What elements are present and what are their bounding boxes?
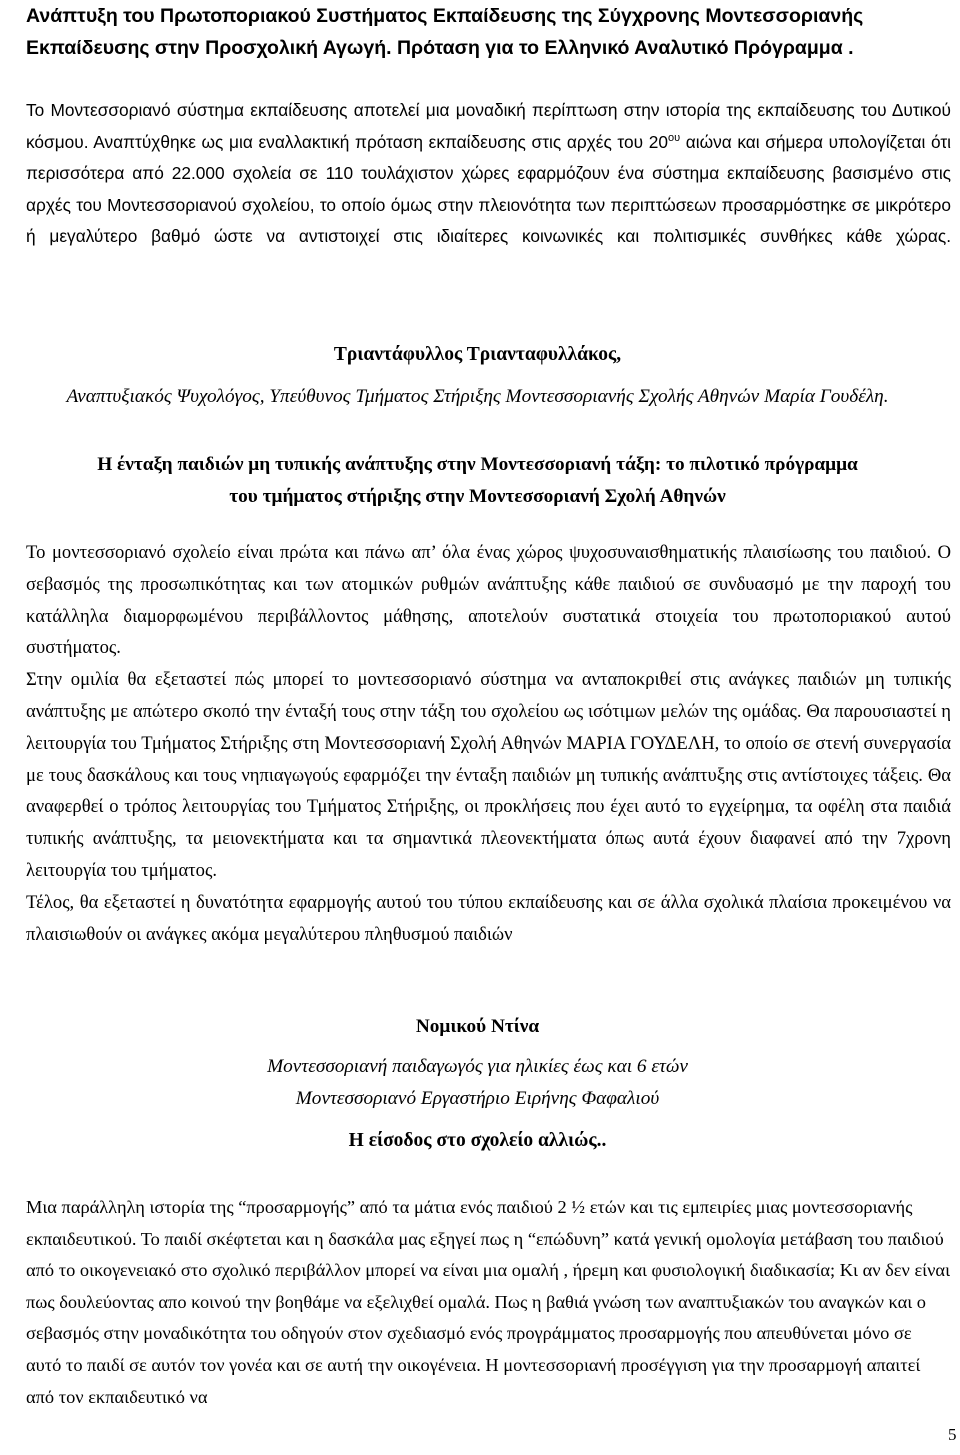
intro-paragraph xyxy=(26,95,951,253)
speaker2-name: Νομικού Ντίνα xyxy=(415,1016,540,1037)
speaker1-paragraph2: Στην ομιλία θα εξεταστεί πώς μπορεί το μοντεσσοριανό σύστημα να ανταποκριθεί στις ανάγκες παιδιών μη τυπικής ανάπτυξης με απώτερο σκοπό την ένταξή τους στην τάξη του σχολείου ως ισότιμων μελών της ομάδας. Θα παρουσιαστεί η λειτουργία του Τμήματος Στήριξης στη Μοντεσσοριανή Σχολή Αθηνών ΜΑΡΙΑ ΓΟΥΔΕΛΗ, το οποίο σε στενή συνεργασία με τους δασκάλους και τους νηπιαγωγούς εφαρμόζει την ένταξη παιδιών μη τυπικής ανάπτυξης στις αντίστοιχες τάξεις. Θα αναφερθεί ο τρόπος λειτουργίας του Τμήματος Στήριξης, οι προκλήσεις που έχει αυτό το εγχείρημα, τα οφέλη στα παιδιά τυπικής ανάπτυξης, τα μειονεκτήματα και τα σημαντικά πλεονεκτήματα όπως αυτά έχουν διαφανεί από την 7χρονη λειτουργία του τμήματος. xyxy=(26,669,951,881)
speaker2-role-line2: Μοντεσσοριανό Εργαστήριο Ειρήνης Φαφαλιού xyxy=(295,1088,660,1109)
document-title-line1: Ανάπτυξη του Πρωτοποριακού Συστήματος Εκπαίδευσης της Σύγχρονης Μοντεσσοριανής xyxy=(26,5,864,27)
speaker1-talk-title xyxy=(10,449,945,512)
page-number: 5 xyxy=(948,1425,957,1444)
speaker1-paragraph1: Το μοντεσσοριανό σχολείο είναι πρώτα και πάνω απ’ όλα ένας χώρος ψυχοσυναισθηματικής πλαισίωσης του παιδιού. Ο σεβασμός της προσωπικότητας και των ατομικών ρυθμών ανάπτυξης κάθε παιδιού σε συνδυασμό με την παροχή του κατάλληλα διαμορφωμένου περιβάλλοντος μάθησης, αποτελούν συστατικά στοιχεία του πρωτοποριακού αυτού συστήματος. xyxy=(26,542,951,659)
speaker2-role-line1: Μοντεσσοριανή παιδαγωγός για ηλικίες έως και 6 ετών xyxy=(267,1056,688,1077)
speaker1-talk-title-line1: Η ένταξη παιδιών μη τυπικής ανάπτυξης στην Μοντεσσοριανή τάξη: το πιλοτικό πρόγραμμα xyxy=(97,454,858,475)
speaker1-abstract xyxy=(26,537,951,950)
intro-text-part2: αιώνα και σήμερα υπολογίζεται ότι περισσότερα από 22.000 σχολεία σε 110 τουλάχιστον χώρες εφαρμόζουν ένα σύστημα εκπαίδευσης βασισμένο στις αρχές του Μοντεσσοριανού σχολείου, το οποίο όμως στην πλειονότητα των περιπτώσεων προσαρμόστηκε σε μικρότερο ή μεγαλύτερο βαθμό ώστε να αντιστοιχεί στις ιδιαίτερες κοινωνικές και πολιτισμικές συνθήκες κάθε χώρας. xyxy=(26,131,951,247)
speaker2-talk-title: Η είσοδος στο σχολείο αλλιώς.. xyxy=(348,1130,607,1151)
speaker1-role: Αναπτυξιακός Ψυχολόγος, Υπεύθυνος Τμήματος Στήριξης Μοντεσσοριανής Σχολής Αθηνών Μαρία Γουδέλη. xyxy=(66,386,889,407)
speaker1-paragraph3: Τέλος, θα εξεταστεί η δυνατότητα εφαρμογής αυτού του τύπου εκπαίδευσης και σε άλλα σχολικά πλαίσια προκειμένου να πλαισιωθούν οι ανάγκες ακόμα μεγαλύτερου πληθυσμού παιδιών xyxy=(26,891,951,945)
speaker2-abstract: Μια παράλληλη ιστορία της “προσαρμογής” από τα μάτια ενός παιδιού 2 ½ ετών και τις εμπειρίες μιας μοντεσσοριανής εκπαιδευτικού. Το παιδί σκέφτεται και η δασκάλα μας εξηγεί πως η “επώδυνη” κατά γενική ομολογία μετάβαση του παιδιού από το οικογενειακό στο σχολικό περιβάλλον μπορεί να είναι μια ομαλή , ήρεμη και φυσιολογική διαδικασία; Κι αν δεν είναι πως δουλεύοντας απο κοινού την βοηθάμε να εξελιχθεί ομαλά. Πως η βαθιά γνώση των αναπτυξιακών του αναγκών και ο σεβασμός στην μοναδικότητα του οδηγούν στον σχεδιασμό ενός προγράμματος προσαρμογής που απευθύνεται μόνο σε αυτό το παιδί σε αυτόν τον γονέα και σε αυτή την οικογένεια. Η μοντεσσοριανή προσέγγιση για την προσαρμογή απαιτεί από τον εκπαιδευτικό να xyxy=(26,1197,951,1407)
document-title-line2: Εκπαίδευσης στην Προσχολική Αγωγή. Πρόταση για το Ελληνικό Αναλυτικό Πρόγραμμα . xyxy=(26,37,854,59)
intro-superscript: ου xyxy=(667,131,681,144)
speaker1-name: Τριαντάφυλλος Τριανταφυλλάκος, xyxy=(333,344,622,365)
speaker2-role xyxy=(10,1051,945,1115)
document-title xyxy=(26,0,951,64)
intro-text-part1: Το Μοντεσσοριανό σύστημα εκπαίδευσης αποτελεί μια μοναδική περίπτωση στην ιστορία της εκπαίδευσης του Δυτικού κόσμου. Αναπτύχθηκε ως μια εναλλακτική πρόταση εκπαίδευσης στις αρχές του 20 xyxy=(26,100,951,152)
speaker1-talk-title-line2: του τμήματος στήριξης στην Μοντεσσοριανή Σχολή Αθηνών xyxy=(229,485,726,507)
